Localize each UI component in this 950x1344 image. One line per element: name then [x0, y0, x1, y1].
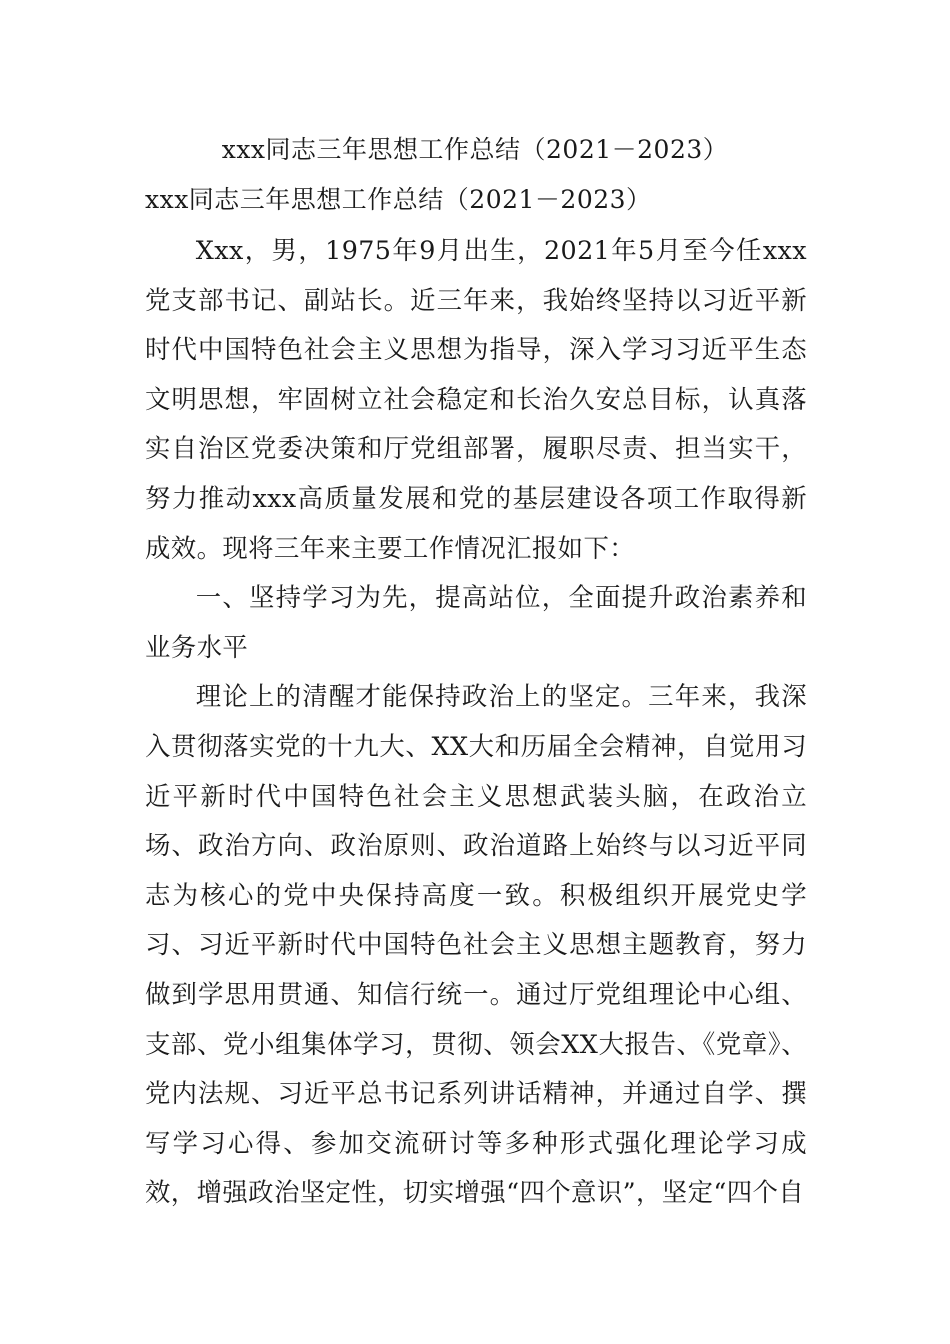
paragraph-intro: Xxx，男，1975年9月出生，2021年5月至今任xxx党支部书记、副站长。近三年来，我始终坚持以习近平新时代中国特色社会主义思想为指导，深入学习习近平生态文明思想，牢固树立社会稳定和长治久安总目标，认真落实自治区党委决策和厅党组部署，履职尽责、担当实干，努力推动xxx高质量发展和党的基层建设各项工作取得新成效。现将三年来主要工作情况汇报如下： [145, 235, 807, 563]
document-body [145, 226, 807, 1218]
section-heading-1: 一、坚持学习为先，提高站位，全面提升政治素养和业务水平 [145, 582, 807, 662]
document-title: xxx同志三年思想工作总结（2021－2023） [221, 135, 729, 164]
paragraph-theory: 理论上的清醒才能保持政治上的坚定。三年来，我深入贯彻落实党的十九大、XX大和历届全会精神，自觉用习近平新时代中国特色社会主义思想武装头脑，在政治立场、政治方向、政治原则、政治道路上始终与以习近平同志为核心的党中央保持高度一致。积极组织开展党史学习、习近平新时代中国特色社会主义思想主题教育，努力做到学思用贯通、知信行统一。通过厅党组理论中心组、支部、党小组集体学习，贯彻、领会XX大报告、《党章》、党内法规、习近平总书记系列讲话精神，并通过自学、撰写学习心得、参加交流研讨等多种形式强化理论学习成效，增强政治坚定性，切实增强“四个意识”，坚定“四个自 [145, 681, 807, 1208]
document-subtitle: xxx同志三年思想工作总结（2021－2023） [145, 185, 652, 214]
